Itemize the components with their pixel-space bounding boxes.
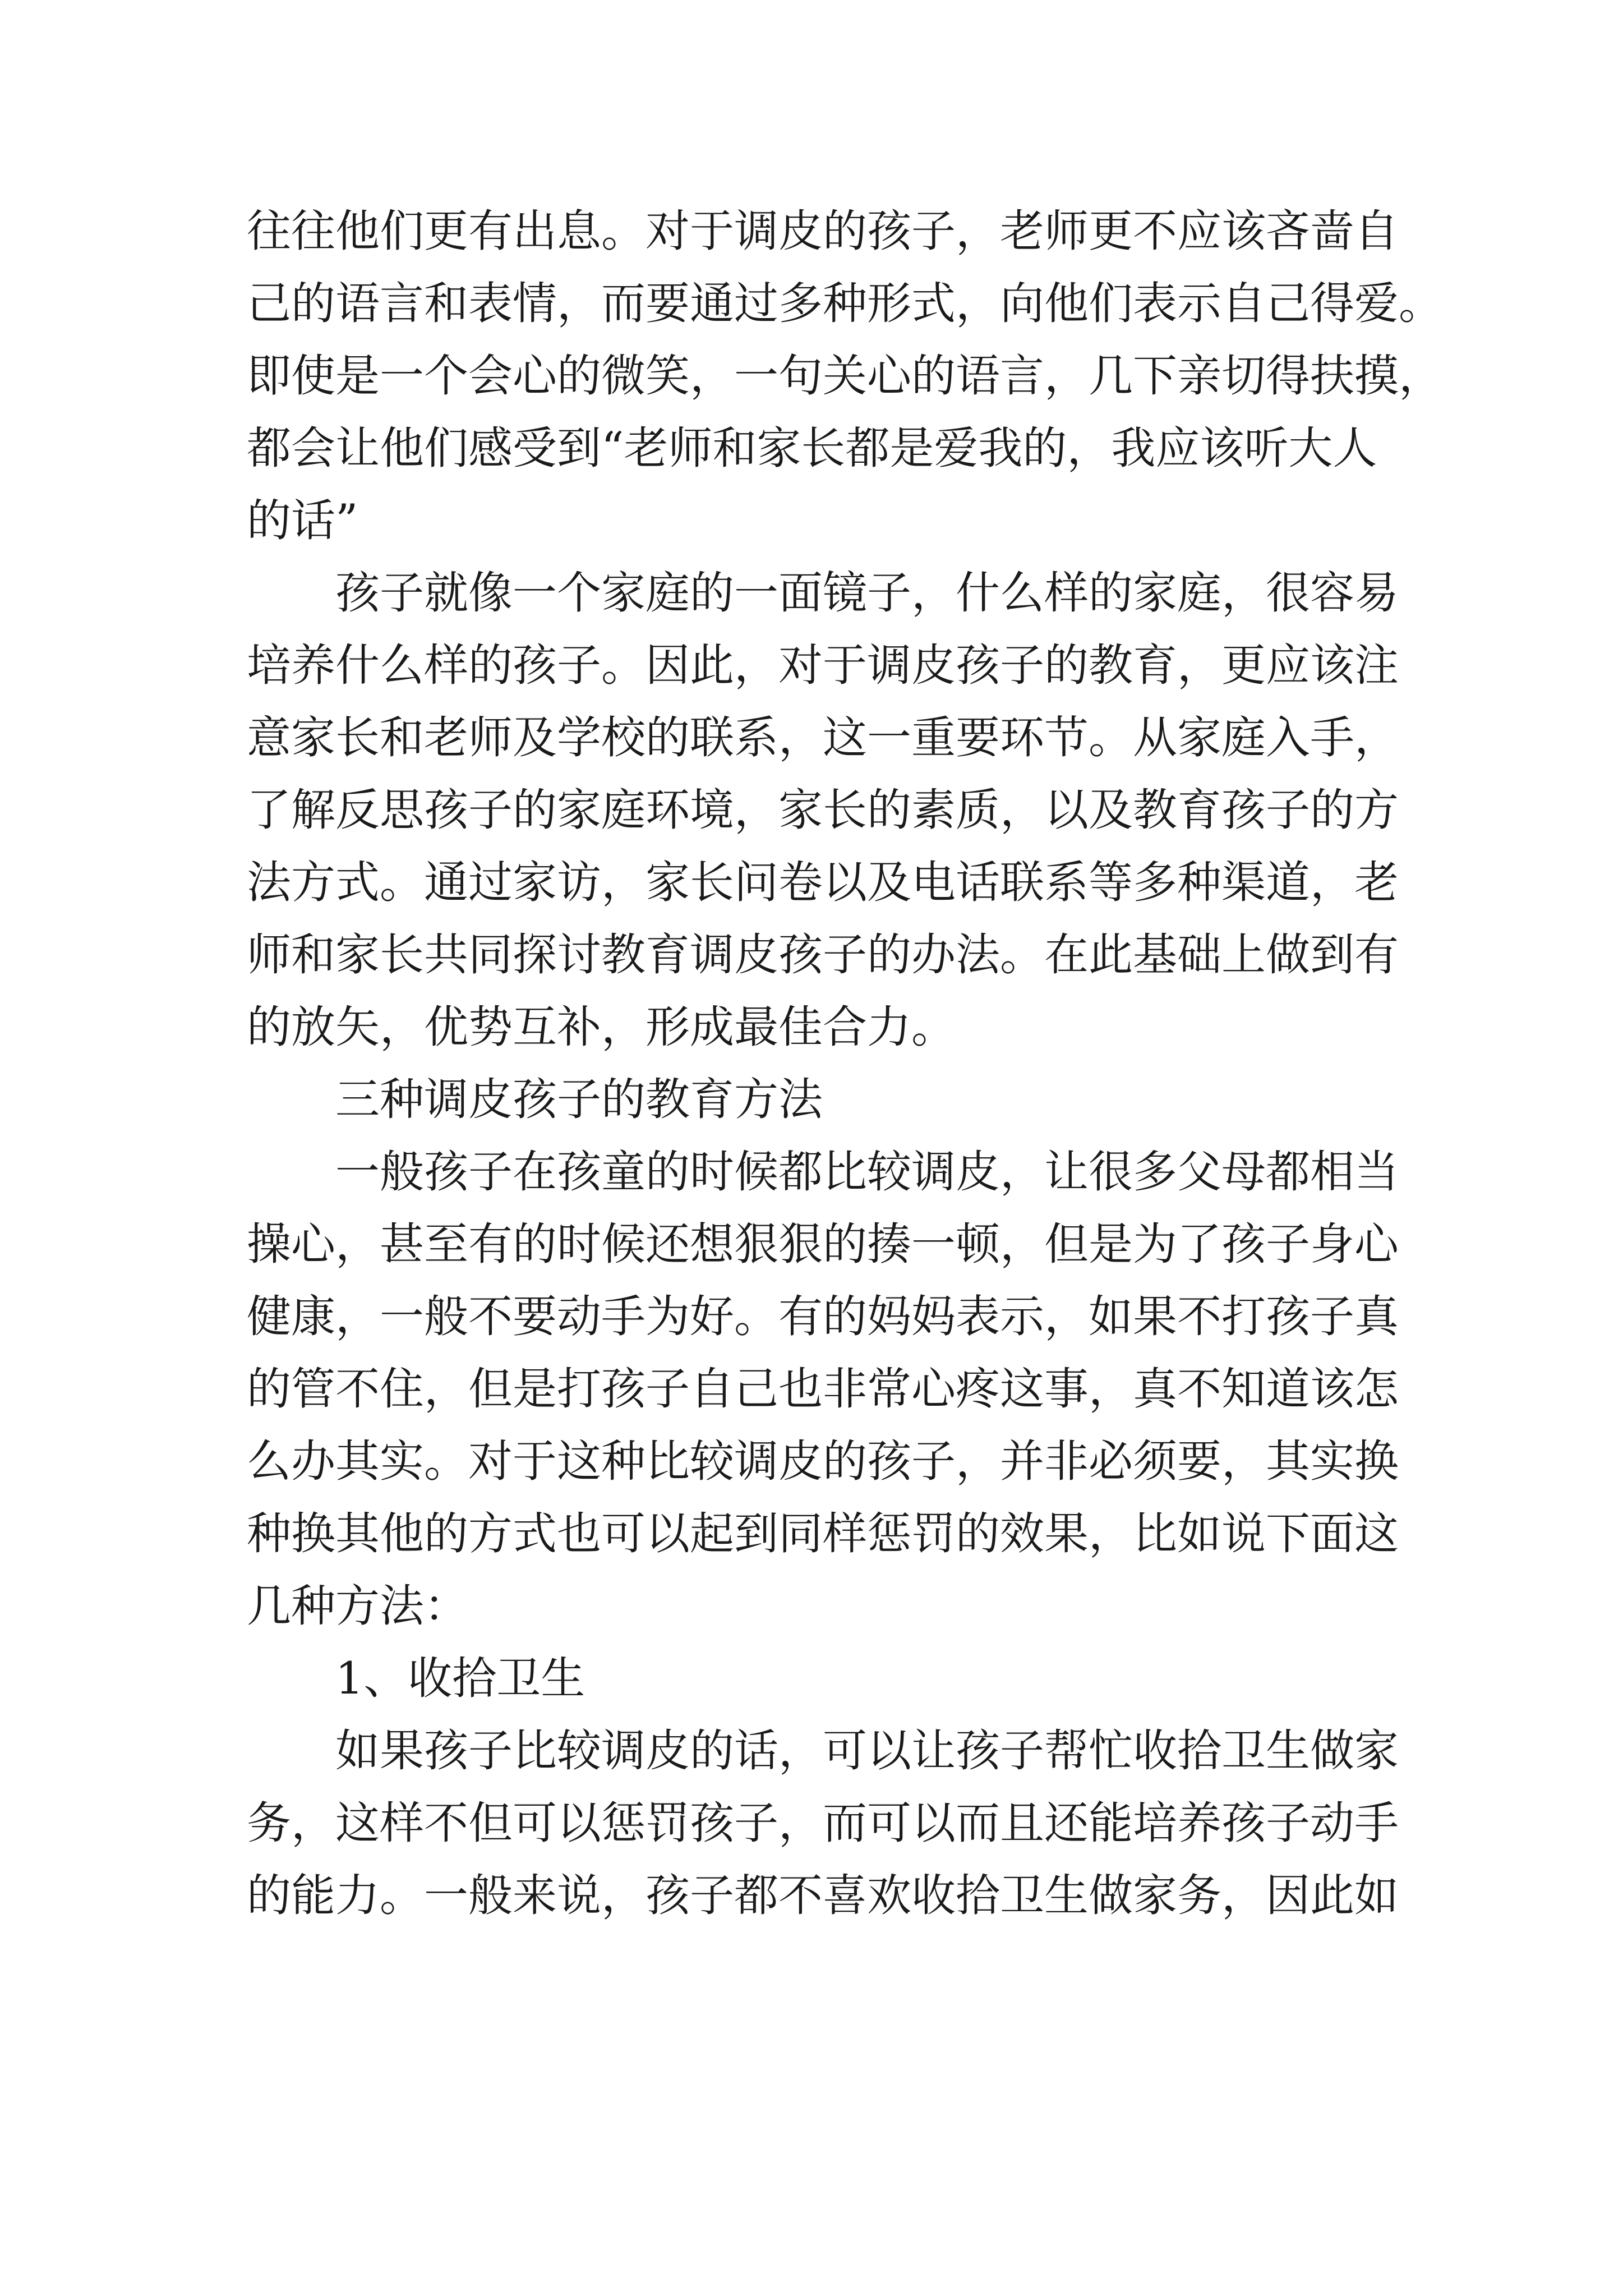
text-line: 种换其他的方式也可以起到同样惩罚的效果，比如说下面这 bbox=[247, 1508, 1399, 1559]
text-line: 己的语言和表情，而要通过多种形式，向他们表示自己得爱。 bbox=[247, 278, 1443, 329]
paragraph-1 bbox=[247, 195, 1443, 557]
text-line: 健康，一般不要动手为好。有的妈妈表示，如果不打孩子真 bbox=[247, 1291, 1399, 1342]
text-line: 务，这样不但可以惩罚孩子，而可以而且还能培养孩子动手 bbox=[247, 1797, 1399, 1849]
text-line: 的话” bbox=[247, 495, 358, 546]
text-line: 几种方法： bbox=[247, 1580, 468, 1632]
text-line: 如果孩子比较调皮的话，可以让孩子帮忙收拾卫生做家 bbox=[335, 1725, 1399, 1777]
paragraph-3 bbox=[247, 1136, 1399, 1642]
text-line: 师和家长共同探讨教育调皮孩子的办法。在此基础上做到有 bbox=[247, 929, 1399, 981]
paragraph-2 bbox=[247, 557, 1399, 1064]
text-line: 操心，甚至有的时候还想狠狠的揍一顿，但是为了孩子身心 bbox=[247, 1218, 1399, 1270]
text-line: 意家长和老师及学校的联系，这一重要环节。从家庭入手， bbox=[247, 712, 1399, 763]
text-line: 往往他们更有出息。对于调皮的孩子，老师更不应该吝啬自 bbox=[247, 205, 1399, 257]
text-line: 法方式。通过家访，家长问卷以及电话联系等多种渠道，老 bbox=[247, 857, 1399, 908]
text-line: 的管不住，但是打孩子自己也非常心疼这事，真不知道该怎 bbox=[247, 1363, 1399, 1415]
text-line: 一般孩子在孩童的时候都比较调皮，让很多父母都相当 bbox=[335, 1146, 1399, 1198]
paragraph-4 bbox=[247, 1715, 1399, 1932]
heading-text: 1、收拾卫生 bbox=[335, 1653, 585, 1704]
text-line: 都会让他们感受到“老师和家长都是爱我的，我应该听大人 bbox=[247, 422, 1377, 474]
text-line: 么办其实。对于这种比较调皮的孩子，并非必须要，其实换 bbox=[247, 1435, 1399, 1487]
text-line: 即使是一个会心的微笑，一句关心的语言，几下亲切得扶摸， bbox=[247, 350, 1443, 402]
text-line: 孩子就像一个家庭的一面镜子，什么样的家庭，很容易 bbox=[335, 567, 1399, 619]
text-line: 的能力。一般来说，孩子都不喜欢收拾卫生做家务，因此如 bbox=[247, 1870, 1399, 1921]
body-text bbox=[247, 195, 1443, 1932]
section-heading-cleaning bbox=[247, 1642, 1380, 1715]
text-line: 培养什么样的孩子。因此，对于调皮孩子的教育，更应该注 bbox=[247, 639, 1399, 691]
text-line: 的放矢，优势互补，形成最佳合力。 bbox=[247, 1001, 956, 1053]
section-heading-methods bbox=[247, 1064, 1380, 1136]
heading-text: 三种调皮孩子的教育方法 bbox=[335, 1074, 823, 1125]
text-line: 了解反思孩子的家庭环境，家长的素质，以及教育孩子的方 bbox=[247, 784, 1399, 836]
